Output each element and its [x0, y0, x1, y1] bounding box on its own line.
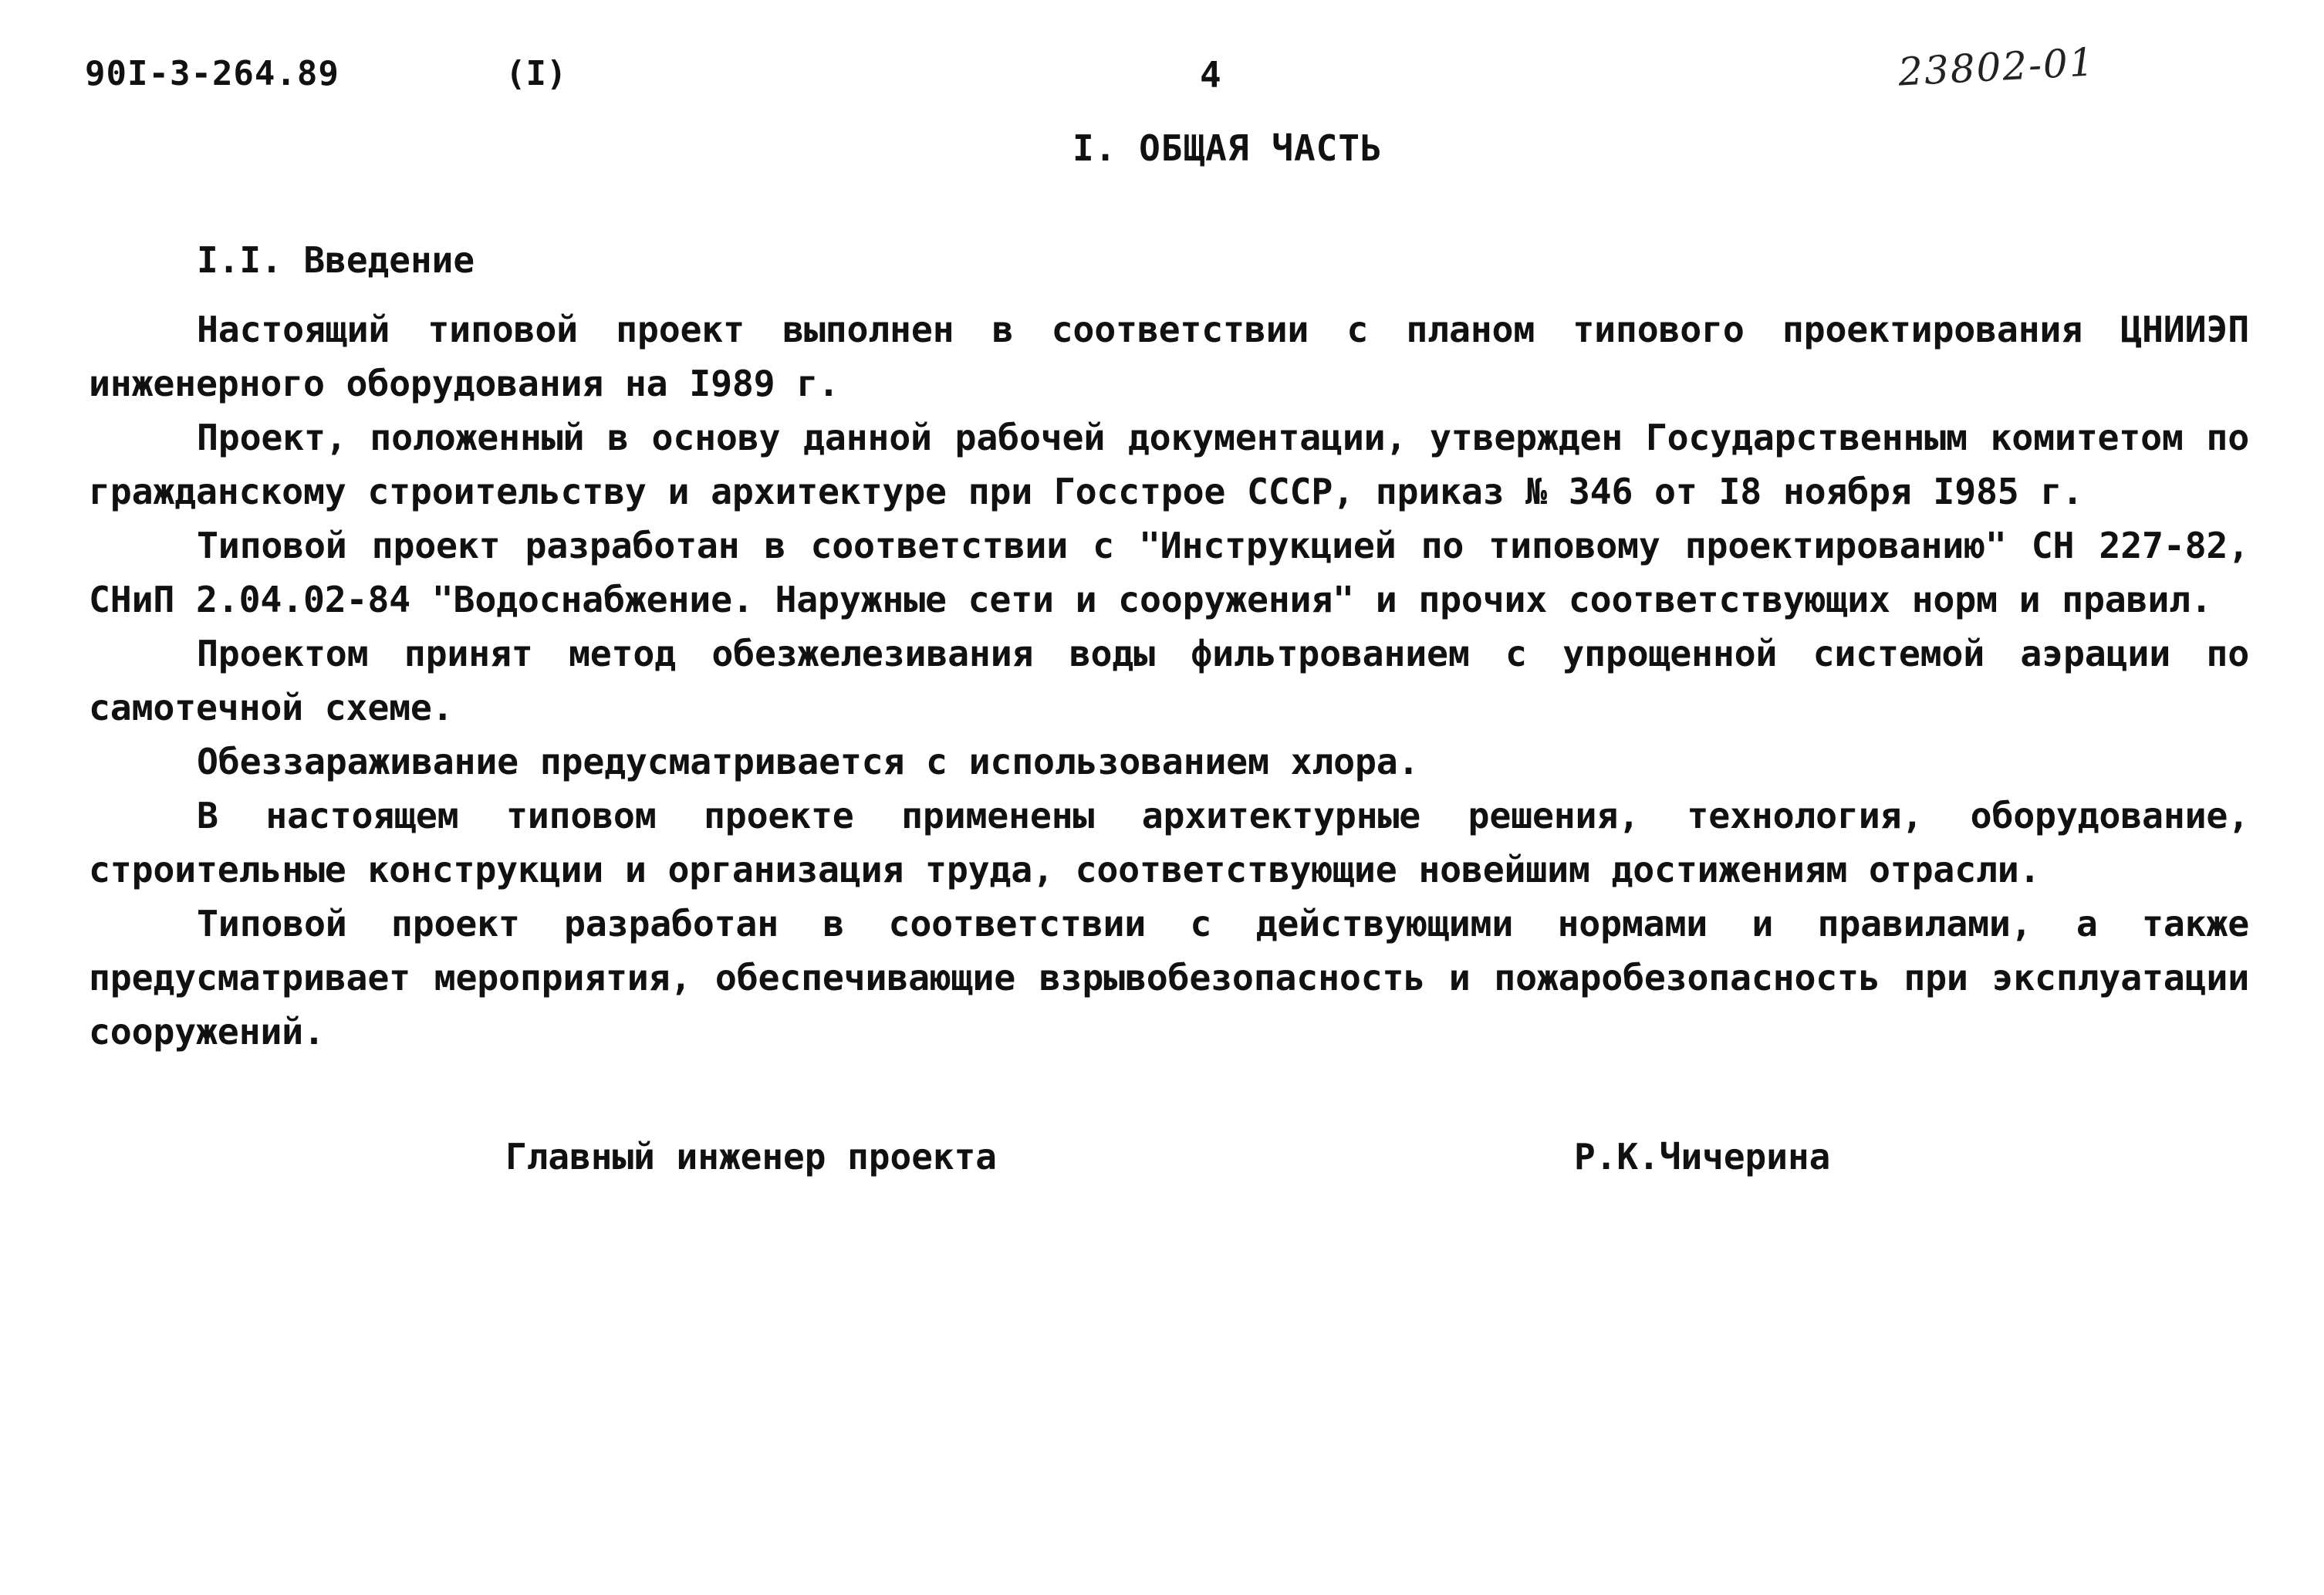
subsection-title: I.I. Введение: [197, 239, 475, 281]
paragraph: Настоящий типовой проект выполнен в соответствии с планом типового проектирования ЦНИИЭП инженерного оборудования на I989 г.: [89, 309, 2249, 404]
paragraph: Обеззараживание предусматривается с использованием хлора.: [197, 741, 1420, 782]
paragraph: Типовой проект разработан в соответствии с "Инструкцией по типовому проектированию" СН 227-82, СНиП 2.04.02-84 "Водоснабжение. Наружные сети и сооружения" и прочих соответствующих норм и правил.: [89, 525, 2249, 620]
signature-role: Главный инженер проекта: [505, 1136, 997, 1178]
signature-name: Р.К.Чичерина: [1574, 1136, 1831, 1178]
document-part: (I): [505, 54, 567, 93]
document-code: 90I-3-264.89: [85, 54, 339, 93]
paragraph: Проект, положенный в основу данной рабочей документации, утвержден Государственным комитетом по гражданскому строительству и архитектуре при Госстрое СССР, приказ № 346 от I8 ноября I985 г.: [89, 417, 2249, 512]
handwritten-registration-number: 23802-01: [1897, 39, 2096, 95]
page-number: 4: [1200, 54, 1221, 96]
paragraph: Типовой проект разработан в соответствии с действующими нормами и правилами, а также предусматривает мероприятия, обеспечивающие взрывобезопасность и пожаробезопасность при эксплуатации сооружений.: [89, 903, 2249, 1053]
section-title: I. ОБЩАЯ ЧАСТЬ: [1072, 127, 1383, 169]
paragraph: В настоящем типовом проекте применены архитектурные решения, технология, оборудование, строительные конструкции и организация труда, соответствующие новейшим достижениям отрасли.: [89, 795, 2249, 890]
paragraph: Проектом принят метод обезжелезивания воды фильтрованием с упрощенной системой аэрации по самотечной схеме.: [89, 633, 2249, 728]
body-text: [89, 302, 2249, 1059]
